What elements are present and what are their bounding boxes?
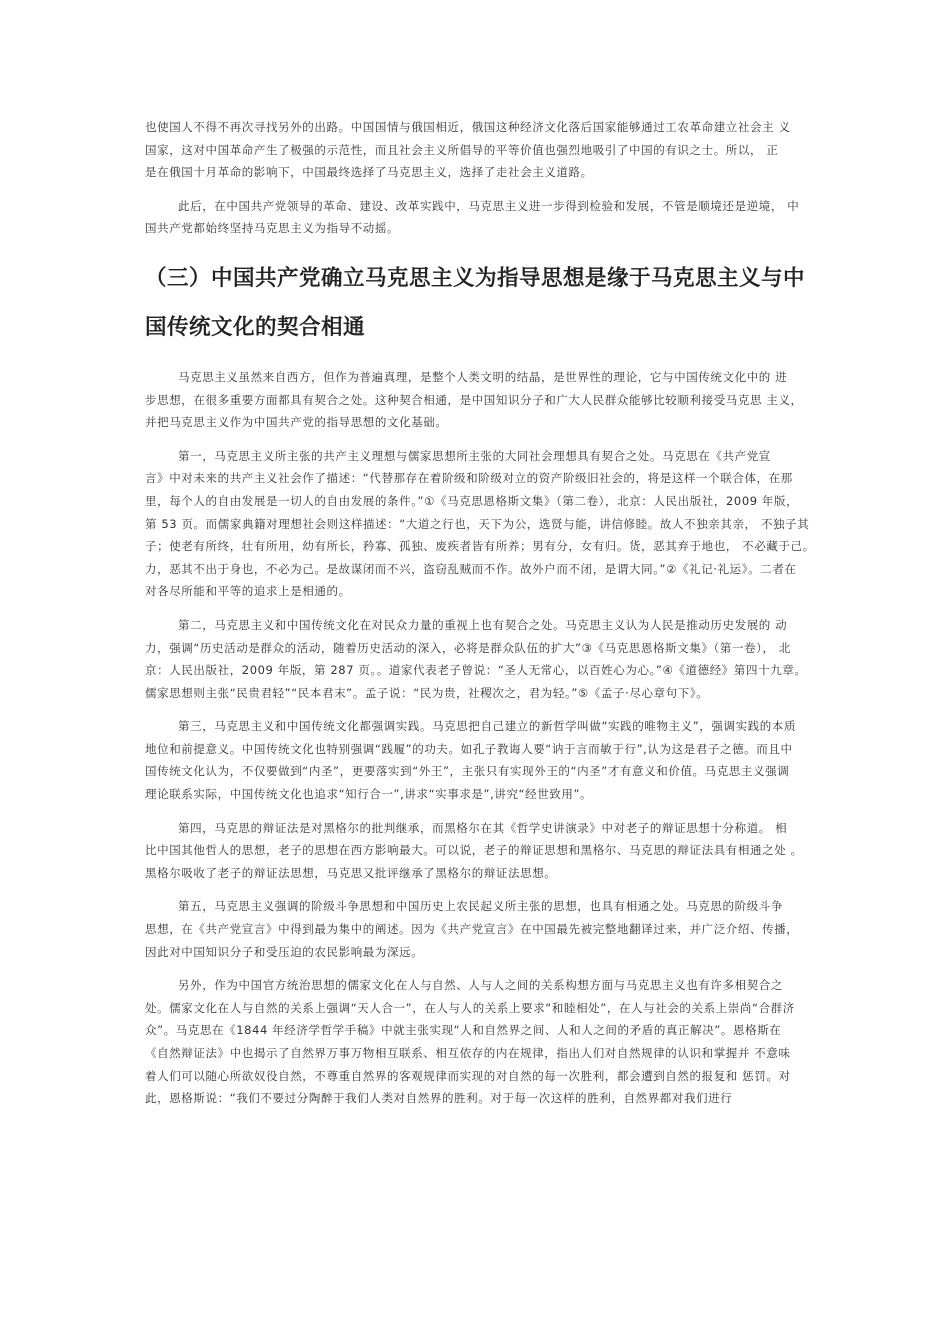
document-body [145,116,815,1121]
paragraph [145,614,805,704]
heading-line: （三）中国共产党确立马克思主义为指导思想是缘于马克思主义与中 [145,265,806,291]
text-line: 力，强调“历史活动是群众的活动，随着历史活动的深入，必将是群众队伍的扩大”③《马克思恩格斯文集》（第一卷）， 北 [145,640,791,655]
section-heading [145,254,805,352]
paragraph [145,195,805,240]
paragraph [145,116,805,184]
text-line: 思想，在《共产党宣言》中得到最为集中的阐述。因为《共产党宣言》在中国最先被完整地翻译过来，并广泛介绍、传播， [145,922,799,937]
text-line: 另外，作为中国官方统治思想的儒家文化在人与自然、人与人之间的关系构想方面与马克思主义也有许多相契合之 [178,978,783,993]
heading-line: 国传统文化的契合相通 [145,314,366,340]
paragraph [145,715,805,805]
paragraph [145,445,815,603]
text-line: 国传统文化认为，不仅要做到“内圣”，更要落实到“外王”，主张只有实现外王的“内圣”才有意义和价值。马克思主义强调 [145,764,790,779]
text-line: 马克思主义虽然来自西方，但作为普遍真理，是整个人类文明的结晶，是世界性的理论，它与中国传统文化中的 进 [178,369,788,384]
text-line: 比中国其他哲人的思想，老子的思想在西方影响最大。可以说，老子的辩证思想和黑格尔、马克思的辩证法具有相通之处 。 [145,843,803,858]
text-line: 第一，马克思主义所主张的共产主义理想与儒家思想所主张的大同社会理想具有契合之处。马克思在《共产党宣 [178,448,771,463]
text-line: 此，恩格斯说：“我们不要过分陶醉于我们人类对自然界的胜利。对于每一次这样的胜利，自然界都对我们进行 [145,1091,733,1106]
text-line: 众”。马克思在《1844 年经济学哲学手稿》中就主张实现“人和自然界之间、人和人之间的矛盾的真正解决”。恩格斯在 [145,1023,782,1038]
text-line: 黑格尔吸收了老子的辩证法思想，马克思又批评继承了黑格尔的辩证法思想。 [145,865,557,880]
text-line: 处。儒家文化在人与自然的关系上强调“天人合一”，在人与人的关系上要求“和睦相处”，在人与社会的关系上崇尚“合群济 [145,1000,795,1015]
text-line: 因此对中国知识分子和受压迫的农民影响最为深远。 [145,944,424,959]
text-line: 步思想，在很多重要方面都具有契合之处。这种契合相通，是中国知识分子和广大人民群众能够比较顺利接受马克思 主义， [145,392,803,407]
text-line: 第四，马克思的辩证法是对黑格尔的批判继承，而黑格尔在其《哲学史讲演录》中对老子的辩证思想十分称道。 相 [178,820,788,835]
text-line: 此后，在中国共产党领导的革命、建设、改革实践中，马克思主义进一步得到检验和发展，不管是顺境还是逆境， 中 [178,198,800,213]
text-line: 第 53 页。而儒家典籍对理想社会则这样描述：“大道之行也，天下为公，选贤与能，讲信修睦。故人不独亲其亲， 不独子其 [145,516,810,531]
text-line: 着人们可以随心所欲奴役自然，不尊重自然界的客观规律而实现的对自然的每一次胜利，都会遭到自然的报复和 惩罚。对 [145,1068,791,1083]
paragraph [145,366,805,434]
text-line: 力，恶其不出于身也，不必为己。是故谋闭而不兴，盗窃乱贼而不作。故外户而不闭，是谓大同。”②《礼记·礼运》。二者在 [145,561,797,576]
paragraph [145,974,805,1110]
text-line: 《自然辩证法》中也揭示了自然界万事万物相互联系、相互依存的内在规律，指出人们对自然规律的认识和掌握并 不意味 [145,1046,791,1060]
text-line: 子；使老有所终，壮有所用，幼有所长，矜寡、孤独、废疾者皆有所养；男有分，女有归。货，恶其弃于地也， 不必藏于己。 [145,539,815,554]
text-line: 并把马克思主义作为中国共产党的指导思想的文化基础。 [145,415,448,430]
text-line: 第五，马克思主义强调的阶级斗争思想和中国历史上农民起义所主张的思想，也具有相通之处。马克思的阶级斗争 [178,899,783,914]
text-line: 是在俄国十月革命的影响下，中国最终选择了马克思主义，选择了走社会主义道路。 [145,165,593,180]
text-line: 对各尽所能和平等的追求上是相通的。 [145,584,351,599]
text-line: 国共产党都始终坚持马克思主义为指导不动摇。 [145,221,400,236]
text-line: 京：人民出版社，2009 年版，第 287 页。。道家代表老子曾说：“圣人无常心，以百姓心为心。”④《道德经》第四十九章。 [145,663,807,678]
text-line: 儒家思想则主张“民贵君轻”“民本君末”。孟子说：“民为贵，社稷次之，君为轻。”⑤《孟子·尽心章句下》。 [145,685,709,700]
text-line: 第三，马克思主义和中国传统文化都强调实践。马克思把自己建立的新哲学叫做“实践的唯物主义”，强调实践的本质 [178,719,797,734]
text-line: 也使国人不得不再次寻找另外的出路。中国国情与俄国相近，俄国这种经济文化落后国家能够通过工农革命建立社会主 义 [145,120,791,134]
text-line: 国家，这对中国革命产生了极强的示范性，而且社会主义所倡导的平等价值也强烈地吸引了中国的有识之士。所以， 正 [145,142,779,157]
text-line: 理论联系实际，中国传统文化也追求“知行合一”,讲求“实事求是”,讲究“经世致用”。 [145,787,593,802]
text-line: 第二，马克思主义和中国传统文化在对民众力量的重视上也有契合之处。马克思主义认为人民是推动历史发展的 动 [178,617,788,632]
paragraph [145,895,805,963]
paragraph [145,817,805,885]
text-line: 里，每个人的自由发展是一切人的自由发展的条件。”①《马克思恩格斯文集》（第二卷），北京：人民出版社，2009 年版， [145,493,799,508]
text-line: 地位和前提意义。中国传统文化也特别强调“践履”的功夫。如孔子教诲人要“讷于言而敏于行”,认为这是君子之德。而且中 [145,741,793,756]
text-line: 言》中对未来的共产主义社会作了描述：“代替那存在着阶级和阶级对立的资产阶级旧社会的，将是这样一个联合体，在那 [145,471,793,486]
